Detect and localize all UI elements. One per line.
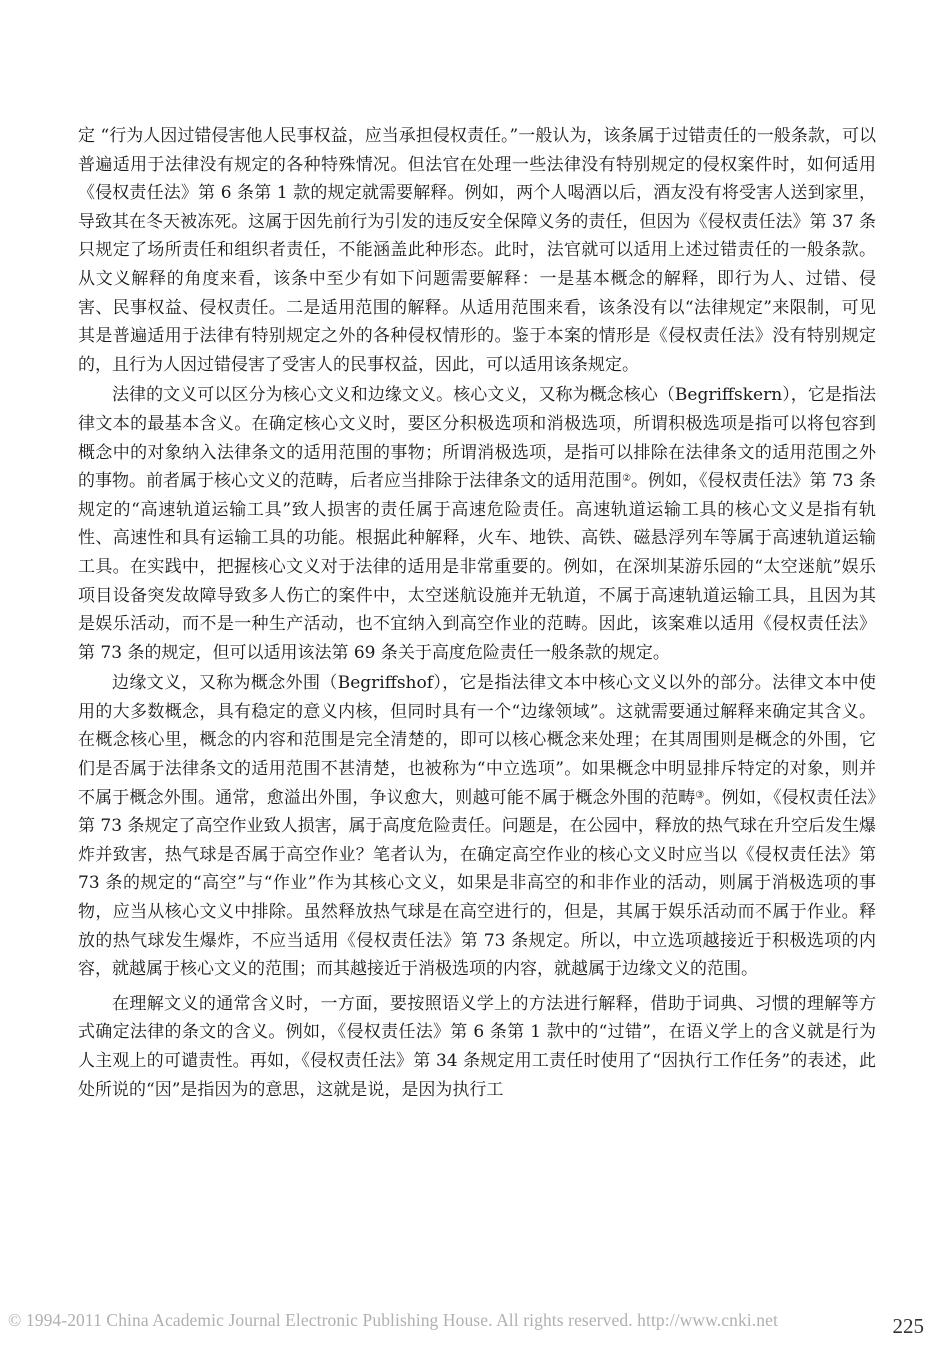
article-body: [78, 122, 876, 1104]
page-number: 225: [892, 1314, 924, 1338]
paragraph-3-text-b: 。例如，《侵权责任法》第 73 条规定了高空作业致人损害，属于高度危险责任。问题是，在公园中，释放的热气球在升空后发生爆炸并致害，热气球是否属于高空作业？笔者认为，在确定高空作业的核心文义时应当以《侵权责任法》第 73 条的规定的“高空”与“作业”作为其核心文义，如果是非高空的和非作业的活动，则属于消极选项的事物，应当从核心文义中排除。虽然释放热气球是在高空进行的，但是，其属于娱乐活动而不属于作业。释放的热气球发生爆炸，不应当适用《侵权责任法》第 73 条规定。所以，中立选项越接近于积极选项的内容，就越属于核心文义的范围；而其越接近于消极选项的内容，就越属于边缘文义的范围。: [78, 787, 877, 980]
paragraph-3: [78, 669, 876, 984]
footnote-marker-2[interactable]: ②: [622, 473, 632, 485]
paragraph-2-text-b: 。例如，《侵权责任法》第 73 条规定的“高速轨道运输工具”致人损害的责任属于高速危险责任。高速轨道运输工具的核心文义是指有轨性、高速性和具有运输工具的功能。根据此种解释，火车、地铁、高铁、磁悬浮列车等属于高速轨道运输工具。在实践中，把握核心文义对于法律的适用是非常重要的。例如，在深圳某游乐园的“太空迷航”娱乐项目设备突发故障导致多人伤亡的案件中，太空迷航设施并无轨道，不属于高速轨道运输工具，且因为其是娱乐活动，而不是一种生产活动，也不宜纳入到高空作业的范畴。因此，该案难以适用《侵权责任法》第 73 条的规定，但可以适用该法第 69 条关于高度危险责任一般条款的规定。: [78, 471, 876, 663]
paragraph-2-text-a: 法律的文义可以区分为核心文义和边缘文义。核心文义，又称为概念核心（Begriffskern），它是指法律文本的最基本含义。在确定核心文义时，要区分积极选项和消极选项，所谓积极选项是指可以将包容到概念中的对象纳入法律条文的适用范围的事物；所谓消极选项，是指可以排除在法律条文的适用范围之外的事物。前者属于核心文义的范畴，后者应当排除于法律条文的适用范围: [78, 385, 876, 492]
paragraph-3-text-a: 边缘文义，又称为概念外围（Begriffshof），它是指法律文本中核心文义以外的部分。法律文本中使用的大多数概念，具有稳定的意义内核，但同时具有一个“边缘领域”。这就需要通过解释来确定其含义。在概念核心里，概念的内容和范围是完全清楚的，即可以核心概念来处理；在其周围则是概念的外围，它们是否属于法律条文的适用范围不甚清楚，也被称为“中立选项”。如果概念中明显排斥特定的对象，则并不属于概念外围。通常，愈溢出外围，争议愈大，则越可能不属于概念外围的范畴: [78, 673, 876, 808]
paragraph-1: 定 “行为人因过错侵害他人民事权益，应当承担侵权责任。”一般认为，该条属于过错责任的一般条款，可以普遍适用于法律没有规定的各种特殊情况。但法官在处理一些法律没有特别规定的侵权案件时，如何适用《侵权责任法》第 6 条第 1 款的规定就需要解释。例如，两个人喝酒以后，酒友没有将受害人送到家里，导致其在冬天被冻死。这属于因先前行为引发的违反安全保障义务的责任，但因为《侵权责任法》第 37 条只规定了场所责任和组织者责任，不能涵盖此种形态。此时，法官就可以适用上述过错责任的一般条款。从文义解释的角度来看，该条中至少有如下问题需要解释：一是基本概念的解释，即行为人、过错、侵害、民事权益、侵权责任。二是适用范围的解释。从适用范围来看，该条没有以“法律规定”来限制，可见其是普遍适用于法律有特别规定之外的各种侵权情形的。鉴于本案的情形是《侵权责任法》没有特别规定的，且行为人因过错侵害了受害人的民事权益，因此，可以适用该条规定。: [78, 126, 876, 375]
paragraph-2: [78, 381, 876, 667]
footnote-marker-3[interactable]: ③: [695, 789, 705, 801]
paragraph-4: 在理解文义的通常含义时，一方面，要按照语义学上的方法进行解释，借助于词典、习惯的理解等方式确定法律的条文的含义。例如，《侵权责任法》第 6 条第 1 款中的“过错”，在语义学上的含义就是行为人主观上的可谴责性。再如，《侵权责任法》第 34 条规定用工责任时使用了“因执行工作任务”的表述，此处所说的“因”是指因为的意思，这就是说，是因为执行工: [78, 993, 876, 1100]
copyright-notice: © 1994-2011 China Academic Journal Electronic Publishing House. All rights reserved. http://www.cnki.net: [8, 1310, 778, 1330]
page-footer: [8, 1306, 942, 1336]
